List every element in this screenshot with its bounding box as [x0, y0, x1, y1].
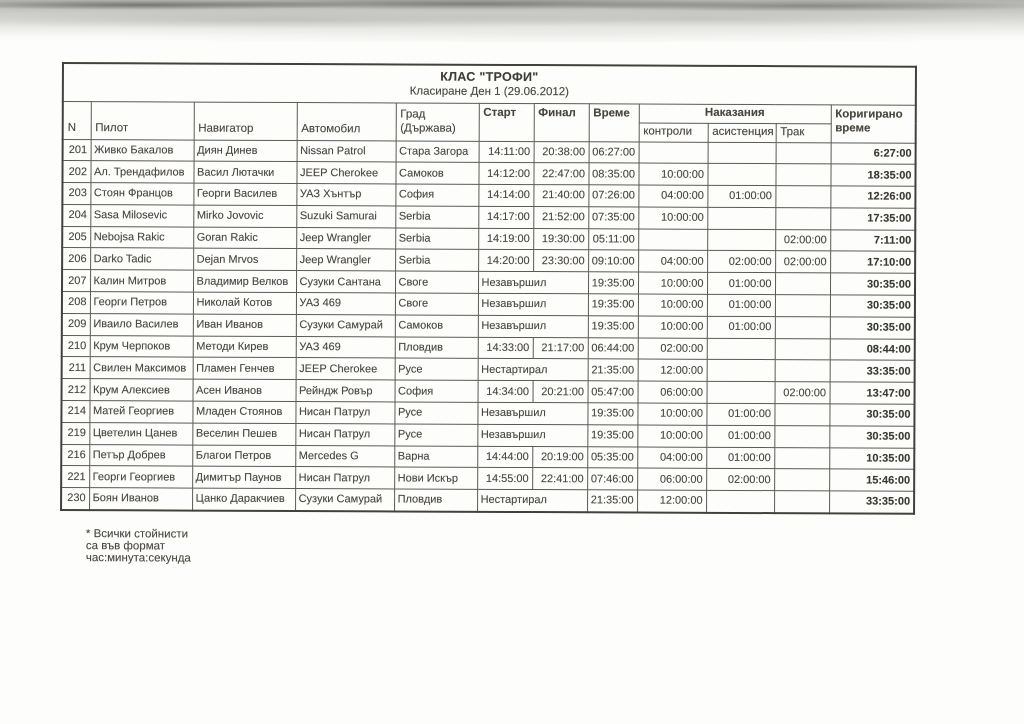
row-number-cell: 230 [61, 488, 89, 510]
track-penalty-cell [775, 295, 830, 317]
car-cell: УАЗ 469 [296, 293, 395, 315]
navigator-cell: Иван Иванов [193, 314, 296, 336]
car-cell: JEEP Cherokee [296, 162, 395, 184]
start-time-cell: 14:33:00 [478, 337, 533, 359]
row-number-cell: 205 [62, 226, 90, 248]
car-cell: УАЗ Хънтър [296, 184, 395, 206]
corrected-time-cell: 30:35:00 [829, 404, 914, 426]
track-penalty-cell: 02:00:00 [775, 251, 830, 273]
corrected-time-cell: 17:35:00 [830, 208, 915, 230]
pilot-cell: Боян Иванов [89, 488, 192, 510]
city-cell: Русе [394, 402, 477, 424]
table-row [61, 488, 914, 514]
scanner-edge-artifact [0, 0, 1024, 42]
pilot-cell: Darko Tadic [90, 248, 193, 270]
col-header-controls: контроли [639, 123, 708, 142]
assistance-penalty-cell: 01:00:00 [706, 425, 774, 447]
penalties-group-header: Наказания [639, 104, 831, 124]
navigator-cell: Goran Rakic [193, 227, 296, 249]
elapsed-time-cell: 19:35:00 [588, 316, 638, 338]
car-cell: Нисан Патрул [295, 402, 394, 424]
col-header-car: Автомобил [297, 102, 396, 140]
col-header-corrected [831, 104, 916, 142]
corrected-time-cell: 18:35:00 [830, 164, 915, 186]
track-penalty-cell [776, 142, 831, 164]
col-header-city-line1: Град [400, 108, 426, 121]
navigator-cell: Цанко Даракчиев [192, 488, 295, 510]
car-cell: Mercedes G [295, 445, 394, 467]
assistance-penalty-cell [707, 382, 775, 404]
controls-penalty-cell [638, 229, 707, 251]
status-cell: Нестартирал [478, 359, 588, 381]
row-number-cell: 216 [61, 444, 89, 466]
controls-penalty-cell: 10:00:00 [638, 207, 707, 229]
class-title: КЛАС "ТРОФИ" [440, 69, 539, 84]
row-number-cell: 212 [62, 379, 90, 401]
elapsed-time-cell: 08:35:00 [588, 163, 638, 185]
corrected-time-cell: 33:35:00 [830, 360, 915, 382]
start-time-cell: 14:55:00 [477, 468, 532, 490]
city-cell: Своге [395, 293, 478, 315]
city-cell: Варна [394, 446, 477, 468]
results-table [60, 62, 917, 514]
row-number-cell: 209 [62, 313, 90, 335]
track-penalty-cell: 02:00:00 [775, 229, 830, 251]
controls-penalty-cell: 12:00:00 [638, 359, 707, 381]
track-penalty-cell [775, 164, 830, 186]
car-cell: JEEP Cherokee [296, 358, 395, 380]
pilot-cell: Георги Георгиев [89, 466, 192, 488]
city-cell: Пловдив [395, 337, 478, 359]
controls-penalty-cell: 10:00:00 [638, 316, 707, 338]
assistance-penalty-cell: 02:00:00 [706, 469, 774, 491]
navigator-cell: Веселин Пешев [192, 423, 295, 445]
corrected-time-cell: 30:35:00 [830, 295, 915, 317]
column-header-row [63, 101, 916, 124]
start-time-cell: 14:12:00 [478, 163, 533, 185]
controls-penalty-cell [639, 142, 708, 164]
navigator-cell: Методи Кирев [193, 336, 296, 358]
city-cell: Самоков [395, 162, 478, 184]
track-penalty-cell [775, 186, 830, 208]
col-header-time: Време [589, 103, 639, 141]
row-number-cell: 211 [62, 357, 90, 379]
track-penalty-cell [775, 360, 830, 382]
title-row [63, 63, 916, 105]
pilot-cell: Sasa Milosevic [90, 205, 193, 227]
corrected-time-cell: 33:35:00 [829, 491, 914, 513]
row-number-cell: 210 [62, 335, 90, 357]
finish-time-cell: 21:17:00 [533, 337, 588, 359]
city-cell: Serbia [395, 228, 478, 250]
pilot-cell: Петър Добрев [89, 444, 192, 466]
finish-time-cell: 21:40:00 [533, 185, 588, 207]
track-penalty-cell [775, 338, 830, 360]
elapsed-time-cell: 19:35:00 [588, 272, 638, 294]
controls-penalty-cell: 06:00:00 [638, 381, 707, 403]
elapsed-time-cell: 07:35:00 [588, 207, 638, 229]
navigator-cell: Васил Лютачки [193, 161, 296, 183]
navigator-cell: Николай Котов [193, 292, 296, 314]
row-number-cell: 204 [62, 204, 90, 226]
navigator-cell: Благои Петров [192, 445, 295, 467]
navigator-cell: Dejan Mrvos [193, 249, 296, 271]
corrected-time-cell: 08:44:00 [830, 339, 915, 361]
car-cell: Nissan Patrol [297, 140, 396, 162]
car-cell: Jeep Wrangler [296, 227, 395, 249]
start-time-cell: 14:44:00 [477, 446, 532, 468]
city-cell: Стара Загора [396, 140, 479, 162]
pilot-cell: Стоян Францов [90, 183, 193, 205]
elapsed-time-cell: 05:47:00 [588, 381, 638, 403]
navigator-cell: Димитър Паунов [192, 467, 295, 489]
navigator-cell: Mirko Jovovic [193, 205, 296, 227]
city-cell: Русе [395, 358, 478, 380]
controls-penalty-cell: 06:00:00 [637, 468, 706, 490]
elapsed-time-cell: 09:10:00 [588, 250, 638, 272]
controls-penalty-cell: 04:00:00 [638, 251, 707, 273]
navigator-cell: Младен Стоянов [192, 401, 295, 423]
car-cell: Сузуки Самурай [295, 489, 394, 511]
assistance-penalty-cell [707, 360, 775, 382]
controls-penalty-cell: 04:00:00 [637, 447, 706, 469]
track-penalty-cell [775, 273, 830, 295]
pilot-cell: Крум Алексиев [90, 379, 193, 401]
car-cell: УАЗ 469 [296, 336, 395, 358]
results-tbody [61, 139, 916, 513]
car-cell: Нисан Патрул [295, 423, 394, 445]
format-footnote: * Всички стойнисти са във формат час:минута:секунда [85, 528, 192, 565]
pilot-cell: Цветелин Цанев [89, 422, 192, 444]
row-number-cell: 203 [62, 183, 90, 205]
city-cell: София [395, 184, 478, 206]
car-cell: Jeep Wrangler [296, 249, 395, 271]
car-cell: Сузуки Сантана [296, 271, 395, 293]
start-time-cell: 14:34:00 [478, 381, 533, 403]
row-number-cell: 201 [63, 139, 91, 161]
assistance-penalty-cell: 01:00:00 [707, 185, 775, 207]
car-cell: Сузуки Самурай [296, 314, 395, 336]
pilot-cell: Живко Бакалов [91, 139, 194, 161]
col-header-assistance: асистенция [708, 123, 776, 142]
assistance-penalty-cell: 01:00:00 [706, 447, 774, 469]
car-cell: Suzuki Samurai [296, 205, 395, 227]
start-time-cell: 14:11:00 [479, 141, 534, 163]
track-penalty-cell [774, 491, 829, 513]
elapsed-time-cell: 07:46:00 [587, 468, 637, 490]
controls-penalty-cell: 10:00:00 [637, 425, 706, 447]
elapsed-time-cell: 05:11:00 [588, 228, 638, 250]
corrected-time-cell: 30:35:00 [830, 317, 915, 339]
status-cell: Незавършил [478, 315, 588, 337]
col-header-corrected-line2: време [835, 122, 871, 135]
assistance-penalty-cell [707, 164, 775, 186]
row-number-cell: 214 [61, 401, 89, 423]
assistance-penalty-cell [707, 338, 775, 360]
controls-penalty-cell: 10:00:00 [638, 272, 707, 294]
corrected-time-cell: 12:26:00 [830, 186, 915, 208]
city-cell: Самоков [395, 315, 478, 337]
col-header-n: N [63, 101, 91, 139]
corrected-time-cell: 7:11:00 [830, 230, 915, 252]
elapsed-time-cell: 19:35:00 [587, 425, 637, 447]
col-header-city-line2: (Държава) [400, 122, 456, 135]
row-number-cell: 221 [61, 466, 89, 488]
col-header-navigator: Навигатор [194, 102, 297, 140]
elapsed-time-cell: 21:35:00 [587, 490, 637, 512]
pilot-cell: Калин Митров [90, 270, 193, 292]
finish-time-cell: 23:30:00 [533, 250, 588, 272]
assistance-penalty-cell: 02:00:00 [707, 251, 775, 273]
finish-time-cell: 20:21:00 [533, 381, 588, 403]
city-cell: Своге [395, 271, 478, 293]
controls-penalty-cell: 12:00:00 [637, 490, 706, 512]
finish-time-cell: 22:47:00 [533, 163, 588, 185]
status-cell: Незавършил [478, 272, 588, 294]
col-header-track: Трак [776, 123, 831, 142]
elapsed-time-cell: 05:35:00 [587, 446, 637, 468]
pilot-cell: Свилен Максимов [90, 357, 193, 379]
finish-time-cell: 20:38:00 [534, 141, 589, 163]
elapsed-time-cell: 19:35:00 [587, 403, 637, 425]
corrected-time-cell: 10:35:00 [829, 448, 914, 470]
corrected-time-cell: 15:46:00 [829, 469, 914, 491]
finish-time-cell: 19:30:00 [533, 228, 588, 250]
col-header-finish: Финал [534, 103, 589, 141]
finish-time-cell: 20:19:00 [532, 446, 587, 468]
assistance-penalty-cell [706, 491, 774, 513]
ranking-subtitle: Класиране Ден 1 (29.06.2012) [409, 85, 570, 98]
pilot-cell: Ал. Трендафилов [90, 161, 193, 183]
row-number-cell: 206 [62, 248, 90, 270]
navigator-cell: Диян Динев [194, 140, 297, 162]
status-cell: Нестартирал [477, 490, 587, 512]
city-cell: Нови Искър [394, 467, 477, 489]
track-penalty-cell [774, 404, 829, 426]
corrected-time-cell: 30:35:00 [830, 273, 915, 295]
navigator-cell: Владимир Велков [193, 270, 296, 292]
pilot-cell: Крум Черпоков [90, 335, 193, 357]
car-cell: Нисан Патрул [295, 467, 394, 489]
table-title-cell [63, 63, 916, 105]
status-cell: Незавършил [478, 293, 588, 315]
controls-penalty-cell: 02:00:00 [638, 338, 707, 360]
track-penalty-cell [774, 425, 829, 447]
corrected-time-cell: 6:27:00 [831, 142, 916, 164]
pilot-cell: Матей Георгиев [89, 401, 192, 423]
finish-time-cell: 21:52:00 [533, 206, 588, 228]
status-cell: Незавършил [477, 424, 587, 446]
city-cell: Русе [394, 424, 477, 446]
corrected-time-cell: 30:35:00 [829, 426, 914, 448]
col-header-pilot: Пилот [91, 101, 194, 139]
track-penalty-cell [775, 208, 830, 230]
track-penalty-cell: 02:00:00 [775, 382, 830, 404]
navigator-cell: Пламен Генчев [193, 358, 296, 380]
col-header-start: Старт [479, 103, 534, 141]
track-penalty-cell [775, 316, 830, 338]
assistance-penalty-cell [708, 142, 776, 164]
elapsed-time-cell: 06:44:00 [588, 337, 638, 359]
row-number-cell: 202 [62, 161, 90, 183]
elapsed-time-cell: 06:27:00 [589, 141, 639, 163]
row-number-cell: 207 [62, 270, 90, 292]
controls-penalty-cell: 10:00:00 [638, 294, 707, 316]
col-header-corrected-line1: Коригирано [835, 107, 903, 121]
start-time-cell: 14:17:00 [478, 206, 533, 228]
start-time-cell: 14:19:00 [478, 228, 533, 250]
city-cell: Serbia [395, 206, 478, 228]
pilot-cell: Иваило Василев [90, 313, 193, 335]
controls-penalty-cell: 10:00:00 [638, 163, 707, 185]
city-cell: Serbia [395, 249, 478, 271]
assistance-penalty-cell: 01:00:00 [706, 403, 774, 425]
controls-penalty-cell: 10:00:00 [637, 403, 706, 425]
elapsed-time-cell: 19:35:00 [588, 294, 638, 316]
elapsed-time-cell: 07:26:00 [588, 185, 638, 207]
row-number-cell: 208 [62, 292, 90, 314]
row-number-cell: 219 [61, 422, 89, 444]
assistance-penalty-cell: 01:00:00 [707, 273, 775, 295]
start-time-cell: 14:14:00 [478, 184, 533, 206]
track-penalty-cell [774, 469, 829, 491]
assistance-penalty-cell: 01:00:00 [707, 316, 775, 338]
status-cell: Незавършил [477, 402, 587, 424]
corrected-time-cell: 13:47:00 [830, 382, 915, 404]
start-time-cell: 14:20:00 [478, 250, 533, 272]
city-cell: София [395, 380, 478, 402]
assistance-penalty-cell [707, 229, 775, 251]
finish-time-cell: 22:41:00 [532, 468, 587, 490]
pilot-cell: Георги Петров [90, 292, 193, 314]
col-header-city [396, 102, 479, 140]
elapsed-time-cell: 21:35:00 [588, 359, 638, 381]
city-cell: Пловдив [394, 489, 477, 511]
navigator-cell: Георги Василев [193, 183, 296, 205]
track-penalty-cell [774, 447, 829, 469]
car-cell: Рейндж Ровър [296, 380, 395, 402]
assistance-penalty-cell: 01:00:00 [707, 294, 775, 316]
assistance-penalty-cell [707, 207, 775, 229]
corrected-time-cell: 17:10:00 [830, 251, 915, 273]
pilot-cell: Nebojsa Rakic [90, 226, 193, 248]
navigator-cell: Асен Иванов [193, 379, 296, 401]
controls-penalty-cell: 04:00:00 [638, 185, 707, 207]
